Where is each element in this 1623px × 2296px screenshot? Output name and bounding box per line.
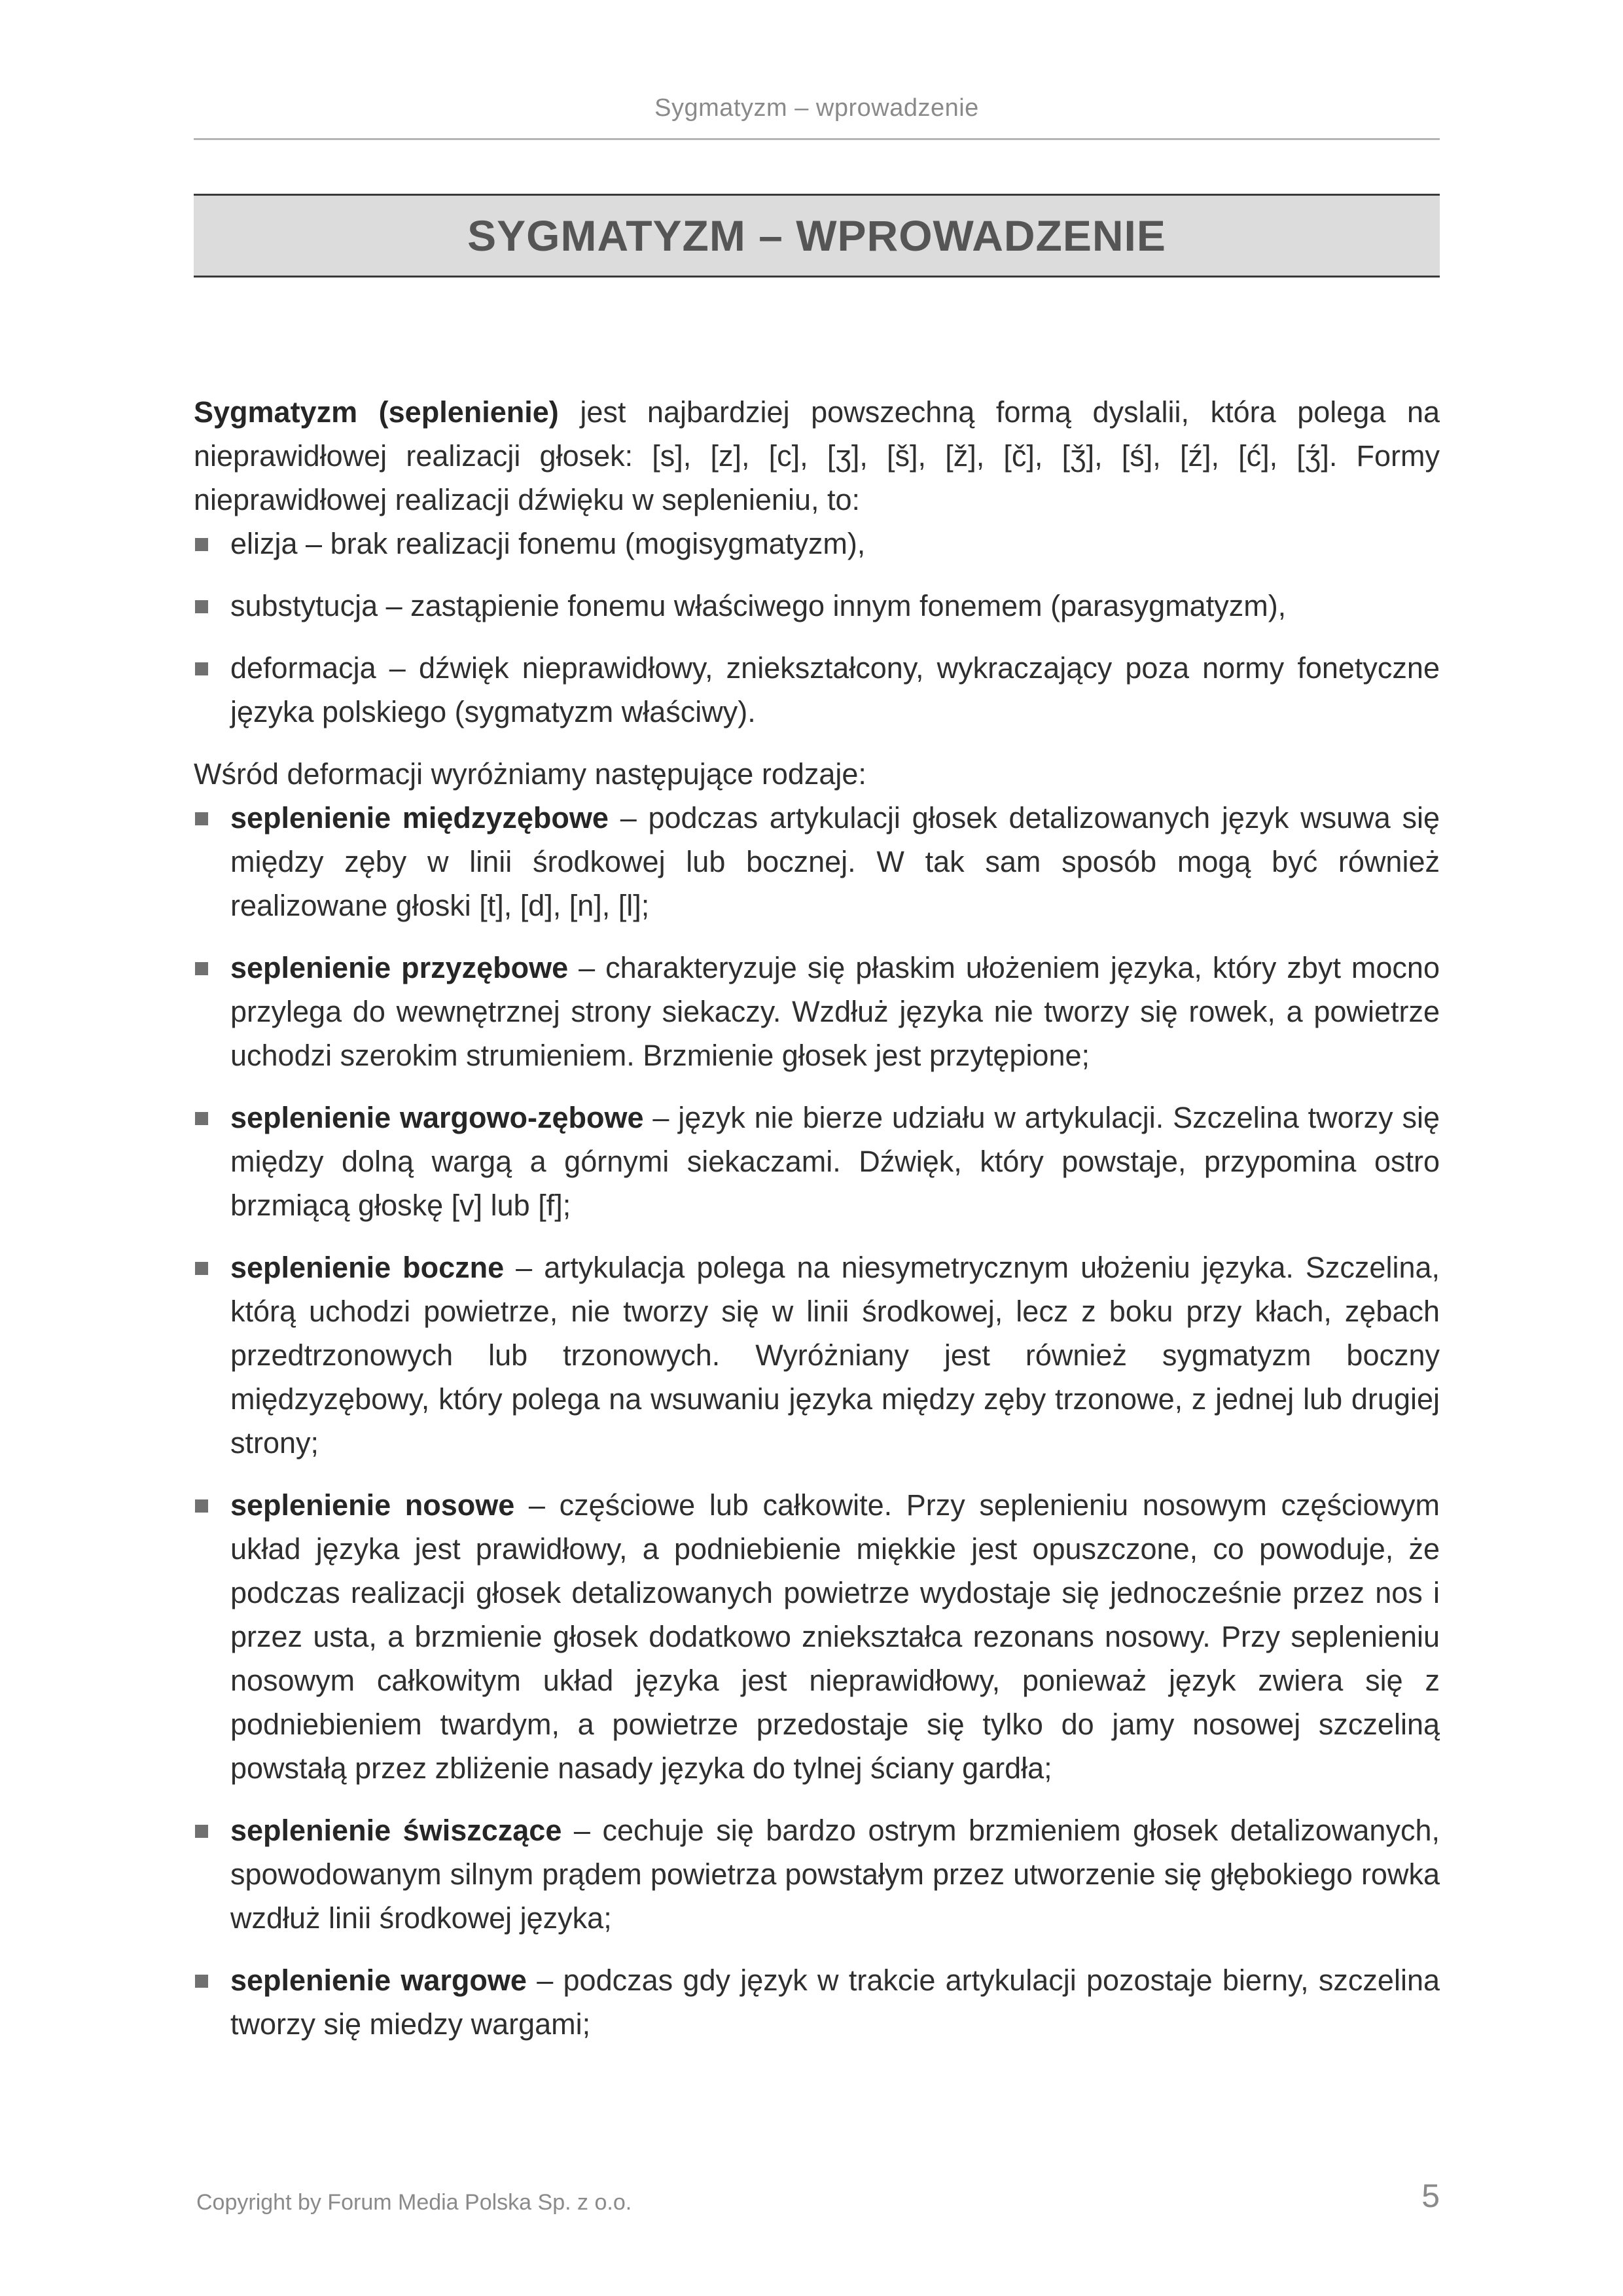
bullet-square-icon: [195, 1499, 208, 1513]
list-item: [194, 584, 1440, 628]
deformations-list: [194, 796, 1440, 2046]
bullet-square-icon: [195, 1112, 208, 1125]
list-item: [194, 946, 1440, 1077]
list-item-text: – artykulacja polega na niesymetrycznym ułożeniu języka. Szczelina, którą uchodzi powietrze, nie tworzy się w linii środkowej, lecz z boku przy kłach, zębach przedtrzonowych lub trzonowych. Wyróżniany jest również sygmatyzm boczny międzyzębowy, który polega na wsuwaniu języka między zęby trzonowe, z jednej lub drugiej strony;: [230, 1251, 1440, 1460]
header-divider: [194, 138, 1440, 140]
list-item-text: – podczas gdy język w trakcie artykulacji pozostaje bierny, szczelina tworzy się miedzy wargami;: [230, 1964, 1440, 2041]
running-header: Sygmatyzm – wprowadzenie: [654, 94, 979, 122]
bullet-square-icon: [195, 812, 208, 825]
list-item-text: substytucja – zastąpienie fonemu właściwego innym fonemem (parasygmatyzm),: [230, 589, 1287, 622]
list-item: [194, 646, 1440, 734]
bullet-square-icon: [195, 600, 208, 613]
list-item-text: elizja – brak realizacji fonemu (mogisygmatyzm),: [230, 527, 866, 560]
list-item-text: – cechuje się bardzo ostrym brzmieniem głosek detalizowanych, spowodowanym silnym prądem powietrza powstałym przez utworzenie się głębokiego rowka wzdłuż linii środkowej języka;: [230, 1814, 1440, 1935]
list-item-term: seplenienie przyzębowe: [230, 951, 569, 984]
list-item-term: seplenienie nosowe: [230, 1488, 515, 1522]
list-item: [194, 522, 1440, 565]
list-item: [194, 1483, 1440, 1790]
list-item-text: – charakteryzuje się płaskim ułożeniem języka, który zbyt mocno przylega do wewnętrznej strony siekaczy. Wzdłuż języka nie tworzy się rowek, a powietrze uchodzi szerokim strumieniem. Brzmienie głosek jest przytępione;: [230, 951, 1440, 1072]
list-item-text: – podczas artykulacji głosek detalizowanych język wsuwa się między zęby w linii środkowej lub bocznej. W tak sam sposób mogą być również realizowane głoski [t], [d], [n], [l];: [230, 801, 1440, 922]
intro-text: jest najbardziej powszechną formą dyslalii, która polega na nieprawidłowej realizacji głosek: [s], [z], [c], [ʒ], [š], [ž], [č], [ǯ], [ś], [ź], [ć], [ʒ́]. Formy nieprawidłowej realizacji dźwięku w seplenieniu, to:: [194, 395, 1440, 516]
footer-copyright: Copyright by Forum Media Polska Sp. z o.o.: [196, 2190, 632, 2215]
bullet-square-icon: [195, 538, 208, 551]
list-item: [194, 1808, 1440, 1940]
list-item-term: seplenienie wargowo-zębowe: [230, 1101, 644, 1134]
list-item: [194, 1246, 1440, 1465]
deformations-intro: Wśród deformacji wyróżniamy następujące rodzaje:: [194, 757, 866, 791]
list-item: [194, 1096, 1440, 1227]
list-item-term: seplenienie wargowe: [230, 1964, 527, 1997]
list-item-term: seplenienie świszczące: [230, 1814, 562, 1847]
bullet-square-icon: [195, 1825, 208, 1838]
page-number: 5: [1421, 2178, 1440, 2214]
forms-list: [194, 522, 1440, 734]
list-item-term: seplenienie boczne: [230, 1251, 505, 1284]
bullet-square-icon: [195, 662, 208, 675]
list-item-term: seplenienie międzyzębowe: [230, 801, 609, 834]
bullet-square-icon: [195, 1975, 208, 1988]
list-item-text: – język nie bierze udziału w artykulacji. Szczelina tworzy się między dolną wargą a górnymi siekaczami. Dźwięk, który powstaje, przypomina ostro brzmiącą głoskę [v] lub [f];: [230, 1101, 1440, 1222]
intro-term: Sygmatyzm (seplenienie): [194, 395, 559, 429]
bullet-square-icon: [195, 1262, 208, 1275]
list-item: [194, 1958, 1440, 2046]
list-item-text: deformacja – dźwięk nieprawidłowy, zniekształcony, wykraczający poza normy fonetyczne języka polskiego (sygmatyzm właściwy).: [230, 651, 1440, 728]
title-banner: [194, 194, 1440, 278]
main-content: [194, 390, 1440, 2064]
page-title: SYGMATYZM – WPROWADZENIE: [467, 211, 1166, 260]
intro-paragraph: [194, 390, 1440, 522]
list-item-text: – częściowe lub całkowite. Przy seplenieniu nosowym częściowym układ języka jest prawidłowy, a podniebienie miękkie jest opuszczone, co powoduje, że podczas realizacji głosek detalizowanych powietrze wydostaje się jednocześnie przez nos i przez usta, a brzmienie głosek dodatkowo zniekształca rezonans nosowy. Przy seplenieniu nosowym całkowitym układ języka jest nieprawidłowy, ponieważ język zwiera się z podniebieniem twardym, a powietrze przedostaje się tylko do jamy nosowej szczeliną powstałą przez zbliżenie nasady języka do tylnej ściany gardła;: [230, 1488, 1440, 1785]
list-item: [194, 796, 1440, 927]
bullet-square-icon: [195, 962, 208, 975]
